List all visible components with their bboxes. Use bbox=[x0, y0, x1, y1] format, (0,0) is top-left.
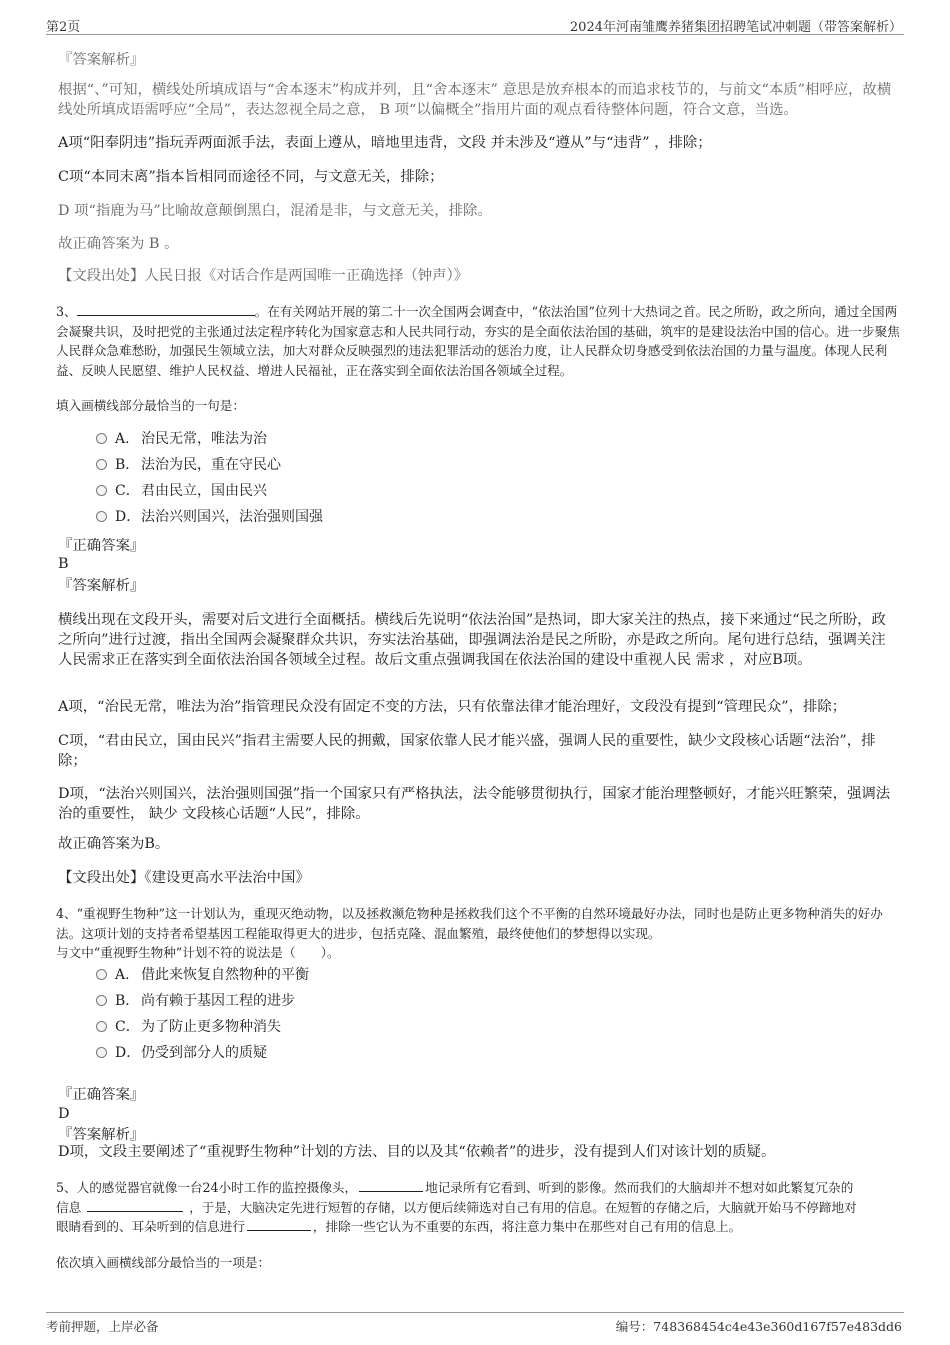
q3-analysis: 横线出现在文段开头，需要对后文进行全面概括。横线后先说明“依法治国”是热词，即大家关注的热点，接下来通过“民之所盼，政之所向”进行过渡，指出全国两会凝聚群众共识，夯实法治基础，即强调法治是民之所盼，亦是政之所向。尾句进行总结，强调关注人民需求正在落实到全面依法治国各领域全过程。故后文重点强调我国在依法治国的建设中重视人民 需求 ，对应B项。 bbox=[58, 612, 886, 668]
q2-option-d-analysis: D 项“指鹿为马”比喻故意颠倒黑白，混淆是非，与文意无关，排除。 bbox=[58, 203, 492, 219]
q2-conclusion: 故正确答案为 B 。 bbox=[58, 236, 179, 252]
q4-analysis: D项，文段主要阐述了“重视野生物种”计划的方法、目的以及其“依赖者”的进步，没有提到人们对该计划的质疑。 bbox=[58, 1144, 776, 1160]
q4-correct-answer: D bbox=[58, 1106, 70, 1122]
radio-icon[interactable] bbox=[96, 995, 107, 1006]
q5-blank-3 bbox=[247, 1217, 311, 1231]
q5-prompt: 依次填入画横线部分最恰当的一项是： bbox=[56, 1255, 271, 1270]
q3-stem bbox=[56, 302, 902, 380]
radio-icon[interactable] bbox=[96, 511, 107, 522]
page-footer bbox=[46, 1312, 904, 1335]
q2-option-c-analysis: C项“本同末离”指本旨相同而途径不同，与文意无关，排除； bbox=[58, 169, 444, 185]
q3-option-c[interactable]: C．君由民立，国由民兴 bbox=[96, 481, 267, 501]
q5-blank-1 bbox=[359, 1178, 423, 1192]
q2-source: 【文段出处】人民日报《对话合作是两国唯一正确选择（钟声）》 bbox=[58, 268, 469, 284]
q4-option-d[interactable]: D．仍受到部分人的质疑 bbox=[96, 1043, 267, 1063]
q5-blank-2 bbox=[87, 1198, 183, 1212]
radio-icon[interactable] bbox=[96, 485, 107, 496]
radio-icon[interactable] bbox=[96, 969, 107, 980]
q3-option-b[interactable]: B． 法治为民，重在守民心 bbox=[96, 455, 281, 475]
page-header bbox=[46, 14, 904, 35]
q3-option-c-analysis: C项，“君由民立，国由民兴”指君主需要人民的拥戴，国家依靠人民才能兴盛，强调人民的重要性，缺少文段核心话题“法治”，排除； bbox=[58, 733, 876, 769]
footer-slogan: 考前押题，上岸必备 bbox=[46, 1319, 159, 1334]
q3-option-a-analysis: A项，“治民无常，唯法为治”指管理民众没有固定不变的方法，只有依靠法律才能治理好，文段没有提到“管理民众”，排除； bbox=[58, 699, 847, 715]
q3-conclusion: 故正确答案为B。 bbox=[58, 836, 170, 852]
q3-option-a[interactable]: A． 治民无常，唯法为治 bbox=[96, 429, 267, 449]
q4-stem: 4、“重视野生物种”这一计划认为，重现灭绝动物，以及拯救濒危物种是拯救我们这个不平衡的自然环境最好办法，同时也是防止更多物种消失的好办法。这项计划的支持者希望基因工程能取得更大的进步，包括克隆、混血繁殖，最终使他们的梦想得以实现。 bbox=[56, 906, 883, 941]
q3-analysis-label: 『答案解析』 bbox=[58, 578, 145, 594]
q3-number: 3、 bbox=[56, 304, 77, 319]
q3-stem-text: 。在有关网站开展的第二十一次全国两会调查中，“依法治国”位列十大热词之首。民之所盼，政之所向，通过全国两会凝聚共识，及时把党的主张通过法定程序转化为国家意志和人民共同行动，夯实的是全面依法治国的基础，筑牢的是建设法治中国的信心。进一步聚焦人民群众急难愁盼，加强民生领域立法，加大对群众反映强烈的违法犯罪活动的惩治力度，让人民群众切身感受到依法治国的力量与温度。体现人民利益、反映人民愿望、维护人民权益、增进人民福祉，正在落实到全面依法治国各领域全过程。 bbox=[56, 304, 900, 378]
q4-option-a[interactable]: A． 借此来恢复自然物种的平衡 bbox=[96, 965, 309, 985]
q2-option-a-analysis: A项“阳奉阴违”指玩弄两面派手法，表面上遵从，暗地里违背，文段 并未涉及“遵从”与“违背” ，排除； bbox=[58, 135, 712, 151]
q3-correct-label: 『正确答案』 bbox=[58, 538, 145, 554]
q4-correct-label: 『正确答案』 bbox=[58, 1087, 145, 1103]
q2-analysis: 根据“、”可知，横线处所填成语与“舍本逐末”构成并列，且“舍本逐末” 意思是放弃根本的而追求枝节的，与前文“本质”相呼应，故横线处所填成语需呼应“全局”，表达忽视全局之意， B 项“以偏概全”指用片面的观点看待整体问题，符合文意，当选。 bbox=[58, 82, 892, 118]
document-title: 2024年河南雏鹰养猪集团招聘笔试冲刺题（带答案解析） bbox=[569, 20, 902, 35]
radio-icon[interactable] bbox=[96, 1021, 107, 1032]
q5-stem: 5、人的感觉器官就像一台24小时工作的监控摄像头， 地记录所有它看到、听到的影像。然而我们的大脑却并不想对如此繁复冗杂的 信息 ，于是，大脑决定先进行短暂的存储，以方便后续筛选对自己有用的信息。在短暂的存储之后，大脑就开始马不停蹄地对 眼睛看到的、耳朵听到的信息进行 ，排除一些它认为不重要的东西，将注意力集中在那些对自己有用的信息上。 bbox=[56, 1180, 857, 1234]
q3-option-d[interactable]: D．法治兴则国兴，法治强则国强 bbox=[96, 507, 323, 527]
q4-question: 与文中“重视野生物种”计划不符的说法是（ ）。 bbox=[56, 945, 340, 960]
q4-option-b[interactable]: B． 尚有赖于基因工程的进步 bbox=[96, 991, 295, 1011]
q3-blank bbox=[77, 302, 255, 316]
q3-correct-answer: B bbox=[58, 556, 69, 572]
q3-source: 【文段出处】《建设更高水平法治中国》 bbox=[58, 870, 310, 886]
q3-prompt: 填入画横线部分最恰当的一句是： bbox=[56, 398, 245, 413]
radio-icon[interactable] bbox=[96, 459, 107, 470]
radio-icon[interactable] bbox=[96, 433, 107, 444]
q4-analysis-label: 『答案解析』 bbox=[58, 1127, 145, 1143]
page-number: 第2页 bbox=[46, 20, 81, 35]
q2-analysis-label: 『答案解析』 bbox=[58, 52, 145, 68]
q3-option-d-analysis: D项，“法治兴则国兴，法治强则国强”指一个国家只有严格执法，法令能够贯彻执行，国家才能治理整顿好，才能兴旺繁荣，强调法治的重要性， 缺少 文段核心话题“人民”，排除。 bbox=[58, 786, 891, 822]
radio-icon[interactable] bbox=[96, 1047, 107, 1058]
q4-option-c[interactable]: C．为了防止更多物种消失 bbox=[96, 1017, 281, 1037]
document-code: 编号：748368454c4e43e360d167f57e483dd6 bbox=[615, 1319, 902, 1334]
